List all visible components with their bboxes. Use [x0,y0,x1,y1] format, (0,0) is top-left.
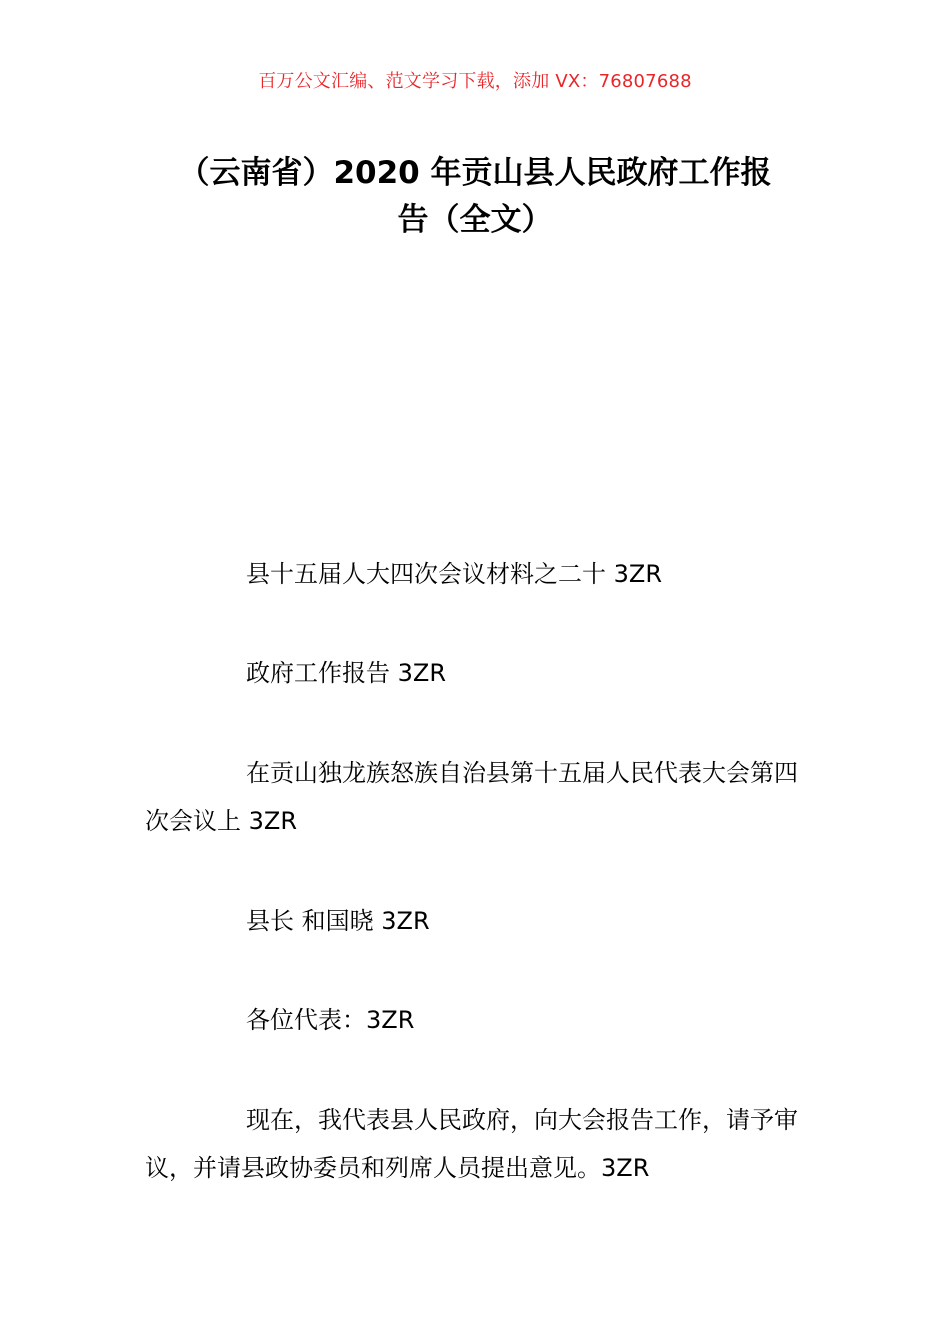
header-promo-note: 百万公文汇编、范文学习下载，添加 VX：76807688 [258,71,692,92]
document-title [140,150,810,244]
paragraph-meeting-material: 县十五届人大四次会议材料之二十 3ZR [246,560,663,588]
paragraph-salutation: 各位代表：3ZR [246,1006,415,1034]
paragraph-report-heading: 政府工作报告 3ZR [246,659,447,687]
document-title-line-1: （云南省）2020 年贡山县人民政府工作报 [178,155,772,191]
paragraph-opening: 现在，我代表县人民政府，向大会报告工作，请予审议，并请县政协委员和列席人员提出意见。3ZR [145,1106,798,1182]
document-title-line-2: 告（全文） [397,202,553,238]
paragraph-speaker: 县长 和国晓 3ZR [246,907,430,935]
paragraph-occasion: 在贡山独龙族怒族自治县第十五届人民代表大会第四次会议上 3ZR [145,759,798,835]
